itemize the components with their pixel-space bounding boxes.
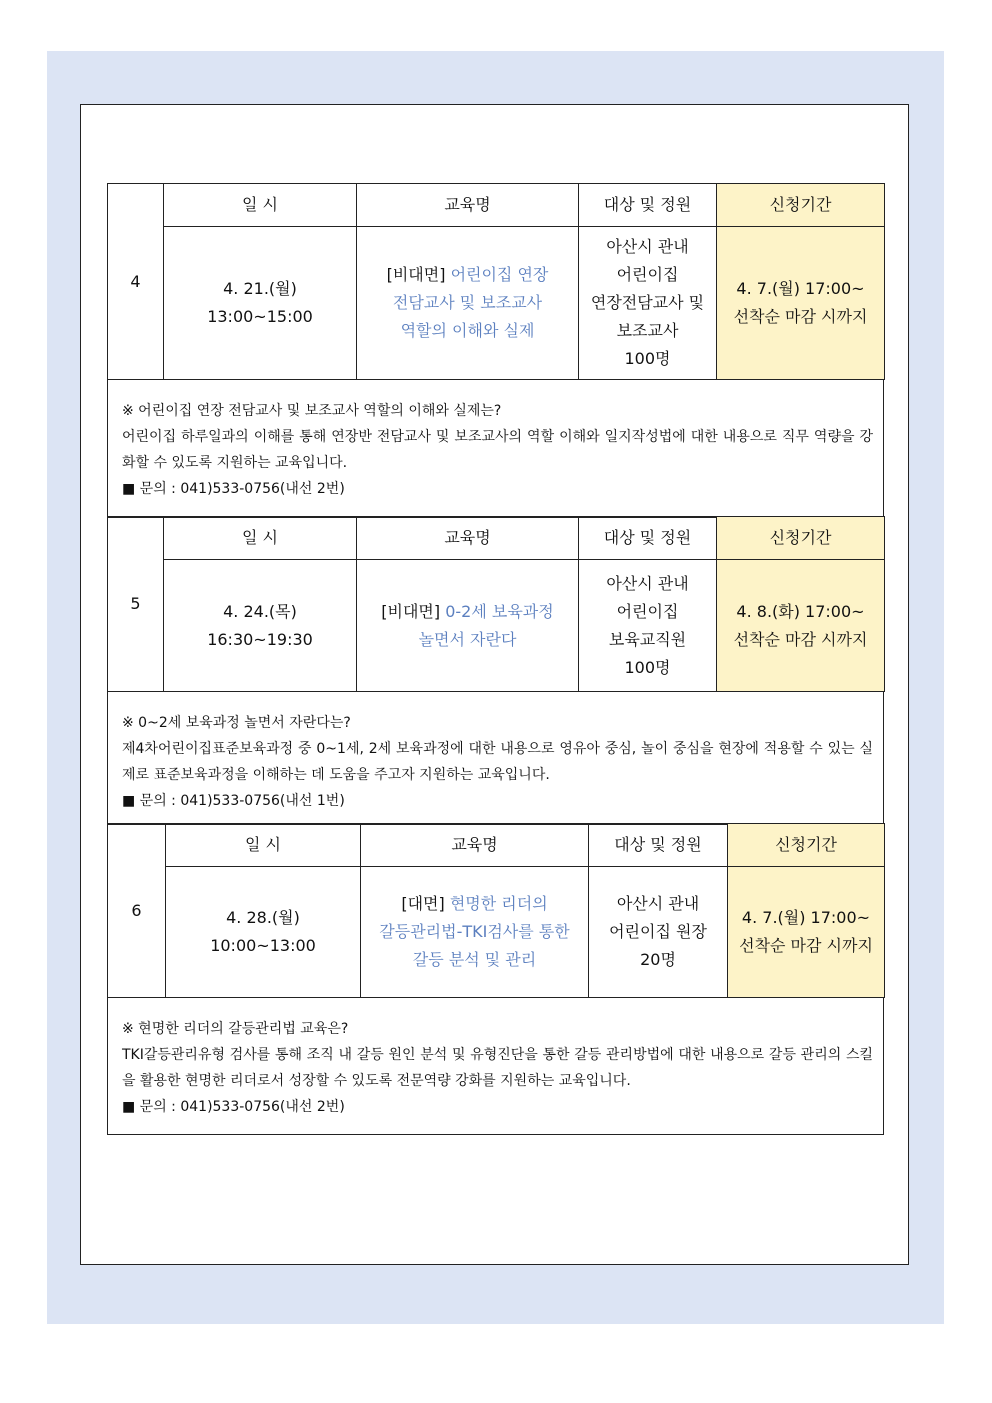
course-title-line: 갈등관리법-TKI검사를 통한: [379, 922, 570, 941]
target-line: 어린이집 원장: [609, 922, 707, 941]
note-body: 제4차어린이집표준보육과정 중 0~1세, 2세 보육과정에 대한 내용으로 영유아 중심, 놀이 중심을 현장에 적용할 수 있는 실제로 표준보육과정을 이해하는 데 도움을 주고자 지원하는 교육입니다.: [122, 741, 873, 783]
header-apply: 신청기간: [717, 517, 885, 560]
apply-line: 4. 8.(화) 17:00~: [736, 601, 865, 621]
course-title-line: 역할의 이해와 실제: [400, 321, 535, 340]
header-date: 일 시: [164, 517, 357, 560]
apply-line: 선착순 마감 시까지: [733, 307, 868, 326]
contact-info: ■ 문의 : 041)533-0756(내선 2번): [122, 481, 345, 497]
target-line: 연장전담교사 및: [590, 293, 705, 312]
target-line: 20명: [640, 950, 676, 969]
target-line: 어린이집: [616, 601, 679, 621]
session-datetime: [164, 560, 357, 692]
header-course: 교육명: [361, 824, 589, 867]
course-title-line: 갈등 분석 및 관리: [412, 950, 537, 969]
header-date: 일 시: [164, 184, 357, 227]
course-mode: [비대면]: [381, 601, 441, 621]
target-line: 보육교직원: [608, 629, 687, 649]
session-number: 5: [108, 517, 164, 692]
target-capacity: [579, 560, 717, 692]
course-title: [361, 867, 589, 998]
session-datetime: [166, 867, 361, 998]
apply-period: [717, 227, 885, 380]
apply-line: 선착순 마감 시까지: [733, 629, 868, 649]
header-date: 일 시: [166, 824, 361, 867]
contact-info: ■ 문의 : 041)533-0756(내선 2번): [122, 1099, 345, 1115]
course-mode: [대면]: [401, 894, 445, 913]
session-datetime: [164, 227, 357, 380]
course-title-line: 전담교사 및 보조교사: [392, 293, 543, 312]
note-body: TKI갈등관리유형 검사를 통해 조직 내 갈등 원인 분석 및 유형진단을 통한 갈등 관리방법에 대한 내용으로 갈등 관리의 스킬을 활용한 현명한 리더로서 성장할 수 있도록 전문역량 강화를 지원하는 교육입니다.: [122, 1047, 873, 1089]
header-apply: 신청기간: [717, 184, 885, 227]
header-target: 대상 및 정원: [579, 184, 717, 227]
header-course: 교육명: [357, 517, 579, 560]
course-mode: [비대면]: [386, 265, 446, 284]
session-date: 4. 24.(목): [223, 601, 297, 621]
apply-period: [717, 560, 885, 692]
contact-info: ■ 문의 : 041)533-0756(내선 1번): [122, 793, 345, 809]
session-note: [107, 998, 884, 1135]
course-title-line: 놀면서 자란다: [418, 629, 517, 649]
target-line: 아산시 관내: [606, 237, 689, 256]
note-body: 어린이집 하루일과의 이해를 통해 연장반 전담교사 및 보조교사의 역할 이해와 일지작성법에 대한 내용으로 직무 역량을 강화할 수 있도록 지원하는 교육입니다.: [122, 429, 873, 471]
apply-line: 선착순 마감 시까지: [739, 936, 873, 955]
apply-line: 4. 7.(월) 17:00~: [736, 279, 865, 298]
session-date: 4. 21.(월): [223, 279, 297, 298]
course-title-line: 현명한 리더의: [449, 894, 548, 913]
session-block-4: [107, 183, 884, 518]
course-title: [357, 227, 579, 380]
session-note: [107, 692, 884, 825]
session-date: 4. 28.(월): [226, 908, 300, 927]
session-time: 13:00~15:00: [207, 307, 313, 326]
schedule-table: [107, 516, 885, 692]
note-title: ※ 0~2세 보육과정 놀면서 자란다는?: [122, 715, 351, 731]
note-title: ※ 현명한 리더의 갈등관리법 교육은?: [122, 1021, 349, 1037]
session-number: 6: [108, 824, 166, 998]
session-block-5: [107, 516, 884, 825]
target-capacity: [589, 867, 728, 998]
header-target: 대상 및 정원: [579, 517, 717, 560]
target-capacity: [579, 227, 717, 380]
target-line: 아산시 관내: [606, 573, 689, 593]
note-title: ※ 어린이집 연장 전담교사 및 보조교사 역할의 이해와 실제는?: [122, 403, 502, 419]
header-target: 대상 및 정원: [589, 824, 728, 867]
session-note: [107, 380, 884, 518]
target-line: 어린이집: [616, 265, 679, 284]
course-title-line: 0-2세 보육과정: [445, 601, 554, 621]
course-title: [357, 560, 579, 692]
schedule-table: [107, 823, 885, 998]
session-time: 16:30~19:30: [207, 629, 313, 649]
session-block-6: [107, 823, 884, 1135]
target-line: 아산시 관내: [616, 894, 700, 913]
session-number: 4: [108, 184, 164, 380]
course-title-line: 어린이집 연장: [450, 265, 549, 284]
target-line: 100명: [624, 657, 671, 677]
apply-period: [728, 867, 885, 998]
header-apply: 신청기간: [728, 824, 885, 867]
target-line: 100명: [624, 349, 671, 368]
apply-line: 4. 7.(월) 17:00~: [741, 908, 871, 927]
header-course: 교육명: [357, 184, 579, 227]
session-time: 10:00~13:00: [210, 936, 316, 955]
target-line: 보조교사: [616, 321, 679, 340]
schedule-table: [107, 183, 885, 380]
